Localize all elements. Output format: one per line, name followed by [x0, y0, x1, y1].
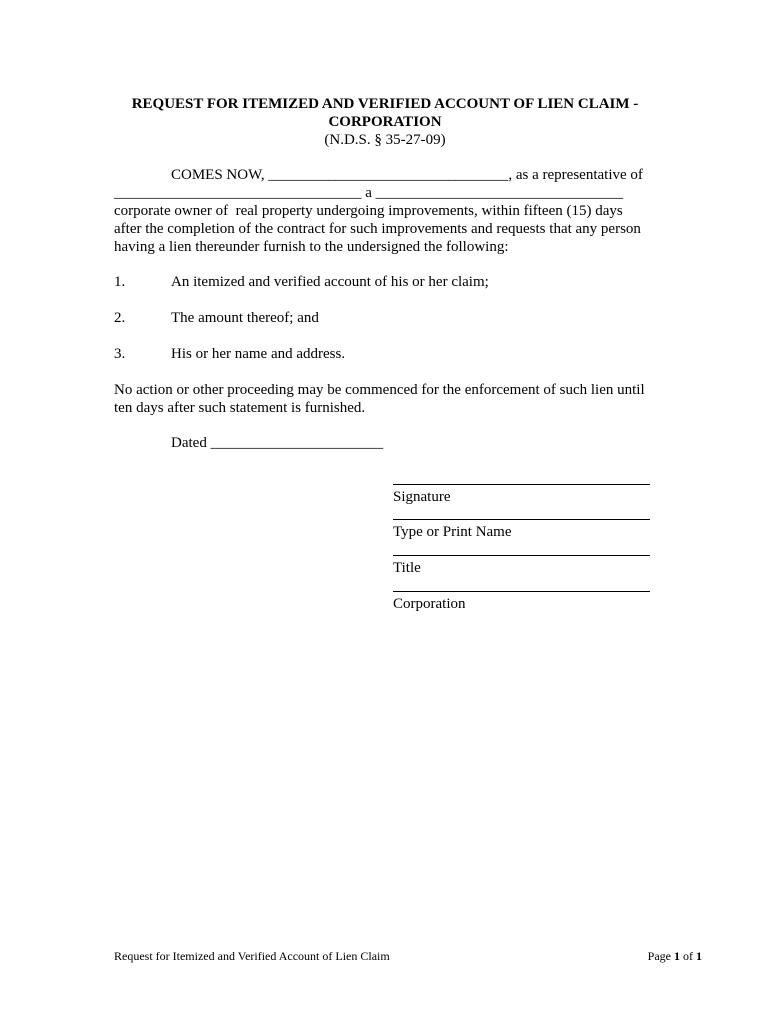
- list-item-text: His or her name and address.: [171, 346, 346, 362]
- signature-rule: [393, 484, 650, 485]
- title-label: Title: [393, 560, 421, 576]
- intro-line-5: having a lien thereunder furnish to the undersigned the following:: [114, 239, 509, 255]
- footer-page-number: [648, 948, 702, 964]
- notice-line-1: No action or other proceeding may be commenced for the enforcement of such lien until: [114, 382, 645, 398]
- page-prefix: Page: [647, 949, 674, 963]
- signature-label: Signature: [393, 489, 451, 505]
- list-item-text: The amount thereof; and: [171, 310, 319, 326]
- intro-line-4: after the completion of the contract for such improvements and requests that any person: [114, 221, 641, 237]
- list-item-text: An itemized and verified account of his or her claim;: [171, 274, 489, 290]
- corporation-rule: [393, 591, 650, 592]
- page-total: 1: [696, 949, 702, 963]
- intro-line-3: corporate owner of real property undergoing improvements, within fifteen (15) days: [114, 203, 623, 219]
- statute-citation: (N.D.S. § 35-27-09): [324, 132, 446, 148]
- list-item-number: 3.: [114, 346, 126, 362]
- corporation-label: Corporation: [393, 596, 466, 612]
- document-title-line1: REQUEST FOR ITEMIZED AND VERIFIED ACCOUNT OF LIEN CLAIM -: [131, 96, 639, 112]
- page-of: of: [680, 949, 696, 963]
- page-current: 1: [674, 949, 680, 963]
- print-name-rule: [393, 519, 650, 520]
- print-name-label: Type or Print Name: [393, 524, 512, 540]
- intro-line-2: _________________________________ a _________________________________: [114, 185, 624, 201]
- footer-document-name: Request for Itemized and Verified Account of Lien Claim: [114, 949, 390, 963]
- title-rule: [393, 555, 650, 556]
- list-item-number: 2.: [114, 310, 126, 326]
- dated-field: Dated _______________________: [171, 435, 384, 451]
- notice-line-2: ten days after such statement is furnished.: [114, 400, 366, 416]
- intro-line-1: COMES NOW, ________________________________, as a representative of: [171, 167, 643, 183]
- document-title-line2: CORPORATION: [328, 114, 442, 130]
- list-item-number: 1.: [114, 274, 126, 290]
